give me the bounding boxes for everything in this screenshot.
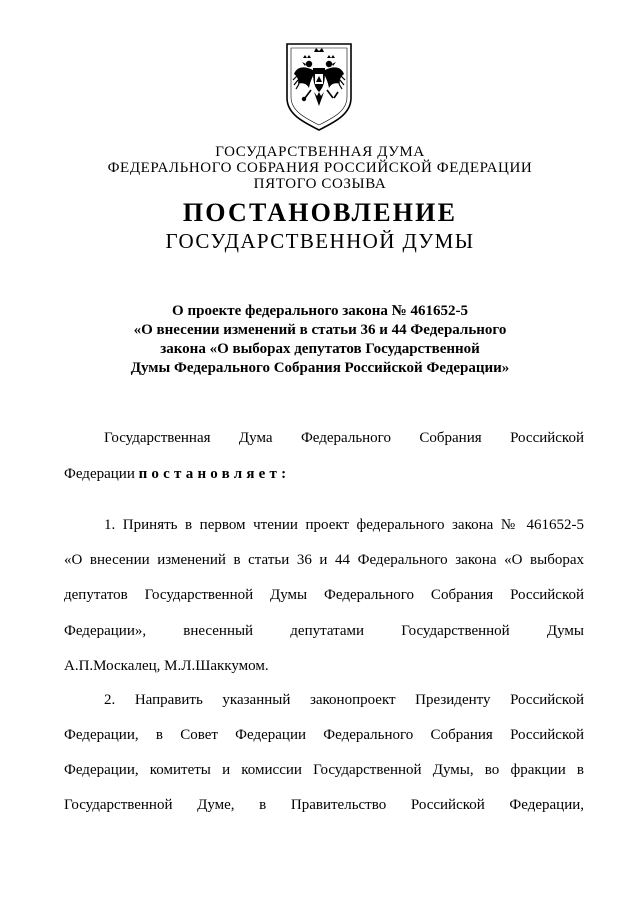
document-title: ПОСТАНОВЛЕНИЕ xyxy=(182,198,458,227)
subject-line-1: О проекте федерального закона № 461652-5 xyxy=(172,303,468,319)
subject-line-3: закона «О выборах депутатов Государственной xyxy=(160,341,480,357)
item2-line-1: 2. Направить указанный законопроект Президенту Российской xyxy=(104,692,584,708)
item2-line-4: Государственной Думе, в Правительство Российской Федерации, xyxy=(64,797,584,813)
item1-line-3: депутатов Государственной Думы Федерального Собрания Российской xyxy=(64,587,584,603)
item1-line-2: «О внесении изменений в статьи 36 и 44 Федерального закона «О выборах xyxy=(64,552,584,568)
header-line-convocation: ПЯТОГО СОЗЫВА xyxy=(253,176,387,192)
item1-line-5: А.П.Москалец, М.Л.Шаккумом. xyxy=(64,658,269,674)
item1-line-1: 1. Принять в первом чтении проект федерального закона № 461652-5 xyxy=(104,517,584,533)
document-subtitle: ГОСУДАРСТВЕННОЙ ДУМЫ xyxy=(165,229,475,253)
preamble-line-1: Государственная Дума Федерального Собрания Российской xyxy=(104,430,584,446)
item2-line-3: Федерации, комитеты и комиссии Государственной Думы, во фракции в xyxy=(64,762,584,778)
resolves-word: постановляет: xyxy=(138,466,291,482)
item1-line-4: Федерации», внесенный депутатами Государственной Думы xyxy=(64,623,584,639)
header-line-assembly: ФЕДЕРАЛЬНОГО СОБРАНИЯ РОССИЙСКОЙ ФЕДЕРАЦИИ xyxy=(107,160,533,176)
coat-of-arms-emblem xyxy=(283,40,355,132)
item2-line-2: Федерации, в Совет Федерации Федерального Собрания Российской xyxy=(64,727,584,743)
preamble-text: Федерации xyxy=(64,466,139,482)
subject-line-4: Думы Федерального Собрания Российской Федерации» xyxy=(130,360,510,376)
preamble-line-2 xyxy=(64,465,584,483)
header-line-duma: ГОСУДАРСТВЕННАЯ ДУМА xyxy=(215,144,425,160)
subject-line-2: «О внесении изменений в статьи 36 и 44 Федерального xyxy=(133,322,507,338)
